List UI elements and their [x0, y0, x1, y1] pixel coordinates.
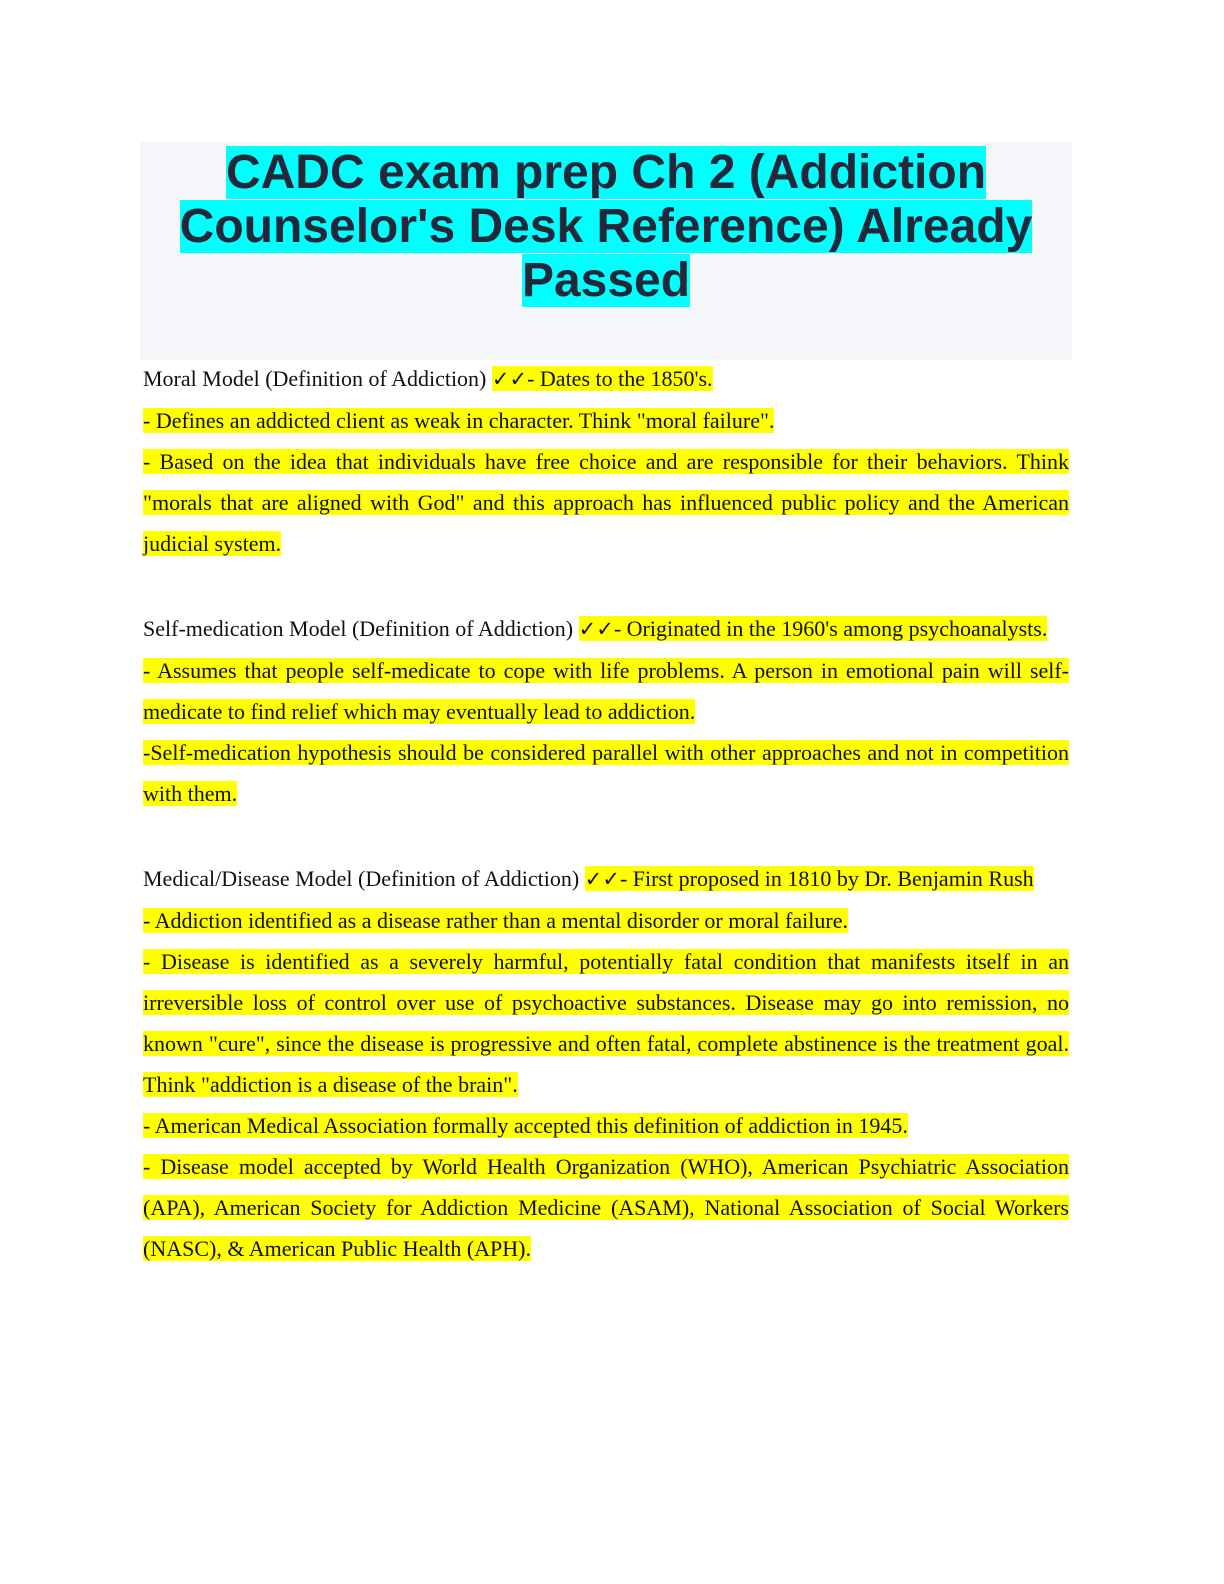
answer-point: [143, 900, 1069, 941]
flashcard-entry: [143, 358, 1069, 564]
answer-point: [143, 732, 1069, 814]
document-title: [140, 142, 1072, 308]
title-banner: [140, 142, 1072, 360]
answer-point-text: -Self-medication hypothesis should be considered parallel with other approaches and not in competition with them.: [143, 740, 1069, 806]
double-check-icon: ✓✓: [584, 867, 620, 891]
answer-point: [143, 650, 1069, 732]
flashcard-list: [143, 358, 1069, 1313]
answer-point-text: - Disease is identified as a severely harmful, potentially fatal condition that manifests itself in an irreversible loss of control over use of psychoactive substances. Disease may go into remission, no known "cure", since the disease is progressive and often fatal, complete abstinence is the treatment goal. Think "addiction is a disease of the brain".: [143, 949, 1069, 1097]
answer-highlight: [492, 366, 713, 391]
double-check-icon: ✓✓: [578, 617, 614, 641]
answer-point-text: - Disease model accepted by World Health Organization (WHO), American Psychiatric Association (APA), American Society for Addiction Medicine (ASAM), National Association of Social Workers (NASC), & American Public Health (APH).: [143, 1154, 1069, 1261]
title-highlight: CADC exam prep Ch 2 (Addiction Counselor's Desk Reference) Already Passed: [179, 146, 1033, 307]
answer-text: - Dates to the 1850's.: [527, 366, 713, 391]
answer-text: - First proposed in 1810 by Dr. Benjamin Rush: [619, 866, 1034, 891]
flashcard-question: [143, 358, 1069, 400]
answer-point: [143, 400, 1069, 441]
answer-point: [143, 1105, 1069, 1146]
answer-point-text: - Assumes that people self-medicate to cope with life problems. A person in emotional pain will self-medicate to find relief which may eventually lead to addiction.: [143, 658, 1069, 724]
answer-point: [143, 1146, 1069, 1269]
flashcard-entry: [143, 858, 1069, 1269]
double-check-icon: ✓✓: [491, 367, 528, 391]
answer-point: [143, 441, 1069, 564]
answer-point-text: - Based on the idea that individuals have free choice and are responsible for their behaviors. Think "morals that are aligned with God" and this approach has influenced public policy and the American judicial system.: [143, 449, 1069, 556]
term-text: Self-medication Model (Definition of Addiction): [143, 616, 574, 641]
flashcard-question: [143, 858, 1069, 900]
answer-point-text: - American Medical Association formally accepted this definition of addiction in 1945.: [143, 1113, 908, 1138]
answer-point-text: - Defines an addicted client as weak in character. Think "moral failure".: [143, 408, 775, 433]
answer-point: [143, 941, 1069, 1105]
flashcard-question: [143, 608, 1069, 650]
answer-point-text: - Addiction identified as a disease rather than a mental disorder or moral failure.: [143, 908, 848, 933]
flashcard-entry: [143, 608, 1069, 814]
answer-text: - Originated in the 1960's among psychoanalysts.: [613, 616, 1048, 641]
answer-highlight: [585, 866, 1034, 891]
answer-highlight: [579, 616, 1048, 641]
term-text: Medical/Disease Model (Definition of Addiction): [143, 866, 580, 891]
term-text: Moral Model (Definition of Addiction): [143, 366, 487, 391]
